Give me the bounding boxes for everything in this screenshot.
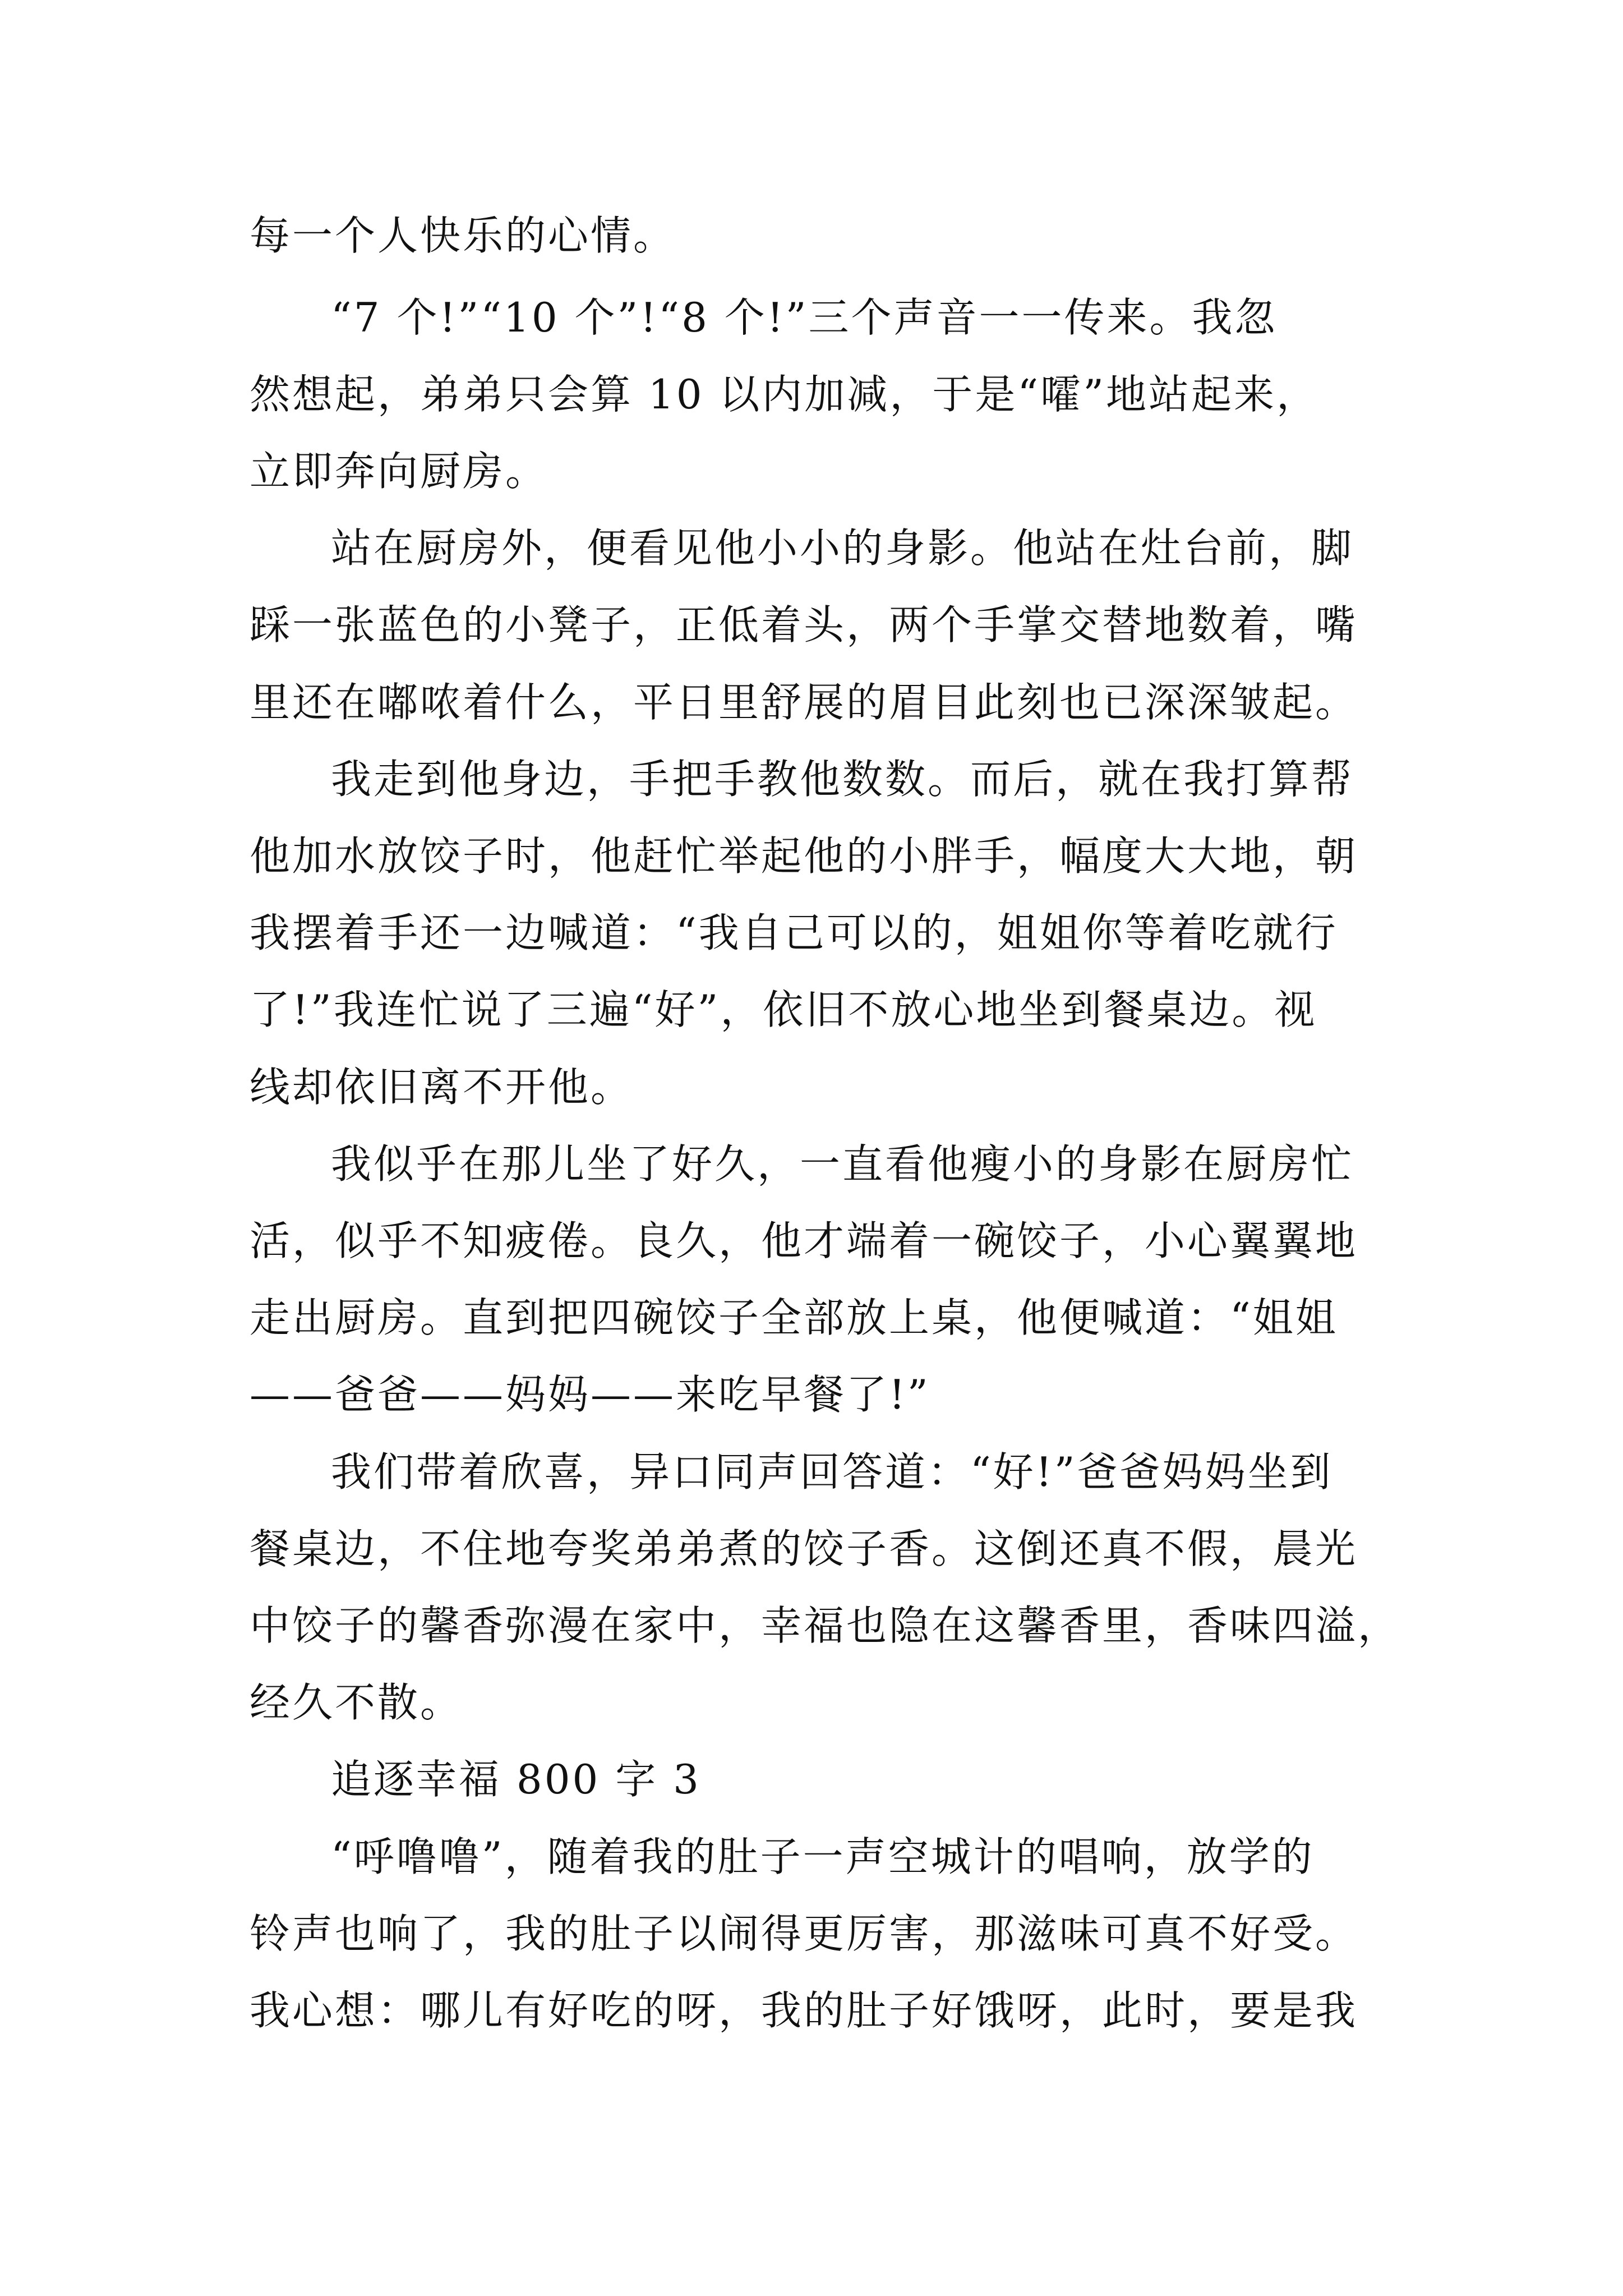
text-line: “7 个!”“10 个”!“8 个!”三个声音一一传来。我忽 — [331, 294, 1278, 341]
text-line: 我似乎在那儿坐了好久，一直看他瘦小的身影在厨房忙 — [331, 1140, 1354, 1188]
text-line: ——爸爸——妈妈——来吃早餐了!” — [250, 1371, 930, 1418]
text-line: 我们带着欣喜，异口同声回答道：“好!”爸爸妈妈坐到 — [331, 1448, 1333, 1496]
text-line: 了!”我连忙说了三遍“好”，依旧不放心地坐到餐桌边。视 — [250, 986, 1317, 1033]
text-line: 里还在嘟哝着什么，平日里舒展的眉目此刻也已深深皱起。 — [250, 679, 1358, 726]
section-heading: 追逐幸福 800 字 3 — [331, 1756, 701, 1803]
text-line: 然想起，弟弟只会算 10 以内加减，于是“嚯”地站起来， — [250, 371, 1320, 418]
text-line: 中饺子的馨香弥漫在家中，幸福也隐在这馨香里，香味四溢， — [250, 1602, 1401, 1649]
text-line: 立即奔向厨房。 — [250, 448, 548, 495]
text-line: 走出厨房。直到把四碗饺子全部放上桌，他便喊道：“姐姐 — [250, 1294, 1338, 1341]
text-line: 每一个人快乐的心情。 — [250, 212, 676, 259]
text-line: 我心想：哪儿有好吃的呀，我的肚子好饿呀，此时，要是我 — [250, 1987, 1358, 2034]
text-line: “呼噜噜”，随着我的肚子一声空城计的唱响，放学的 — [331, 1833, 1315, 1880]
text-line: 经久不散。 — [250, 1679, 463, 1726]
text-line: 踩一张蓝色的小凳子，正低着头，两个手掌交替地数着，嘴 — [250, 601, 1358, 648]
text-line: 餐桌边，不住地夸奖弟弟煮的饺子香。这倒还真不假，晨光 — [250, 1525, 1358, 1572]
text-line: 站在厨房外，便看见他小小的身影。他站在灶台前，脚 — [331, 524, 1354, 572]
text-line: 活，似乎不知疲倦。良久，他才端着一碗饺子，小心翼翼地 — [250, 1217, 1358, 1264]
text-line: 他加水放饺子时，他赶忙举起他的小胖手，幅度大大地，朝 — [250, 832, 1358, 880]
text-line: 我摆着手还一边喊道：“我自己可以的，姐姐你等着吃就行 — [250, 909, 1338, 956]
text-line: 我走到他身边，手把手教他数数。而后，就在我打算帮 — [331, 756, 1354, 803]
text-line: 线却依旧离不开他。 — [250, 1064, 634, 1111]
text-line: 铃声也响了，我的肚子以闹得更厉害，那滋味可真不好受。 — [250, 1910, 1358, 1957]
